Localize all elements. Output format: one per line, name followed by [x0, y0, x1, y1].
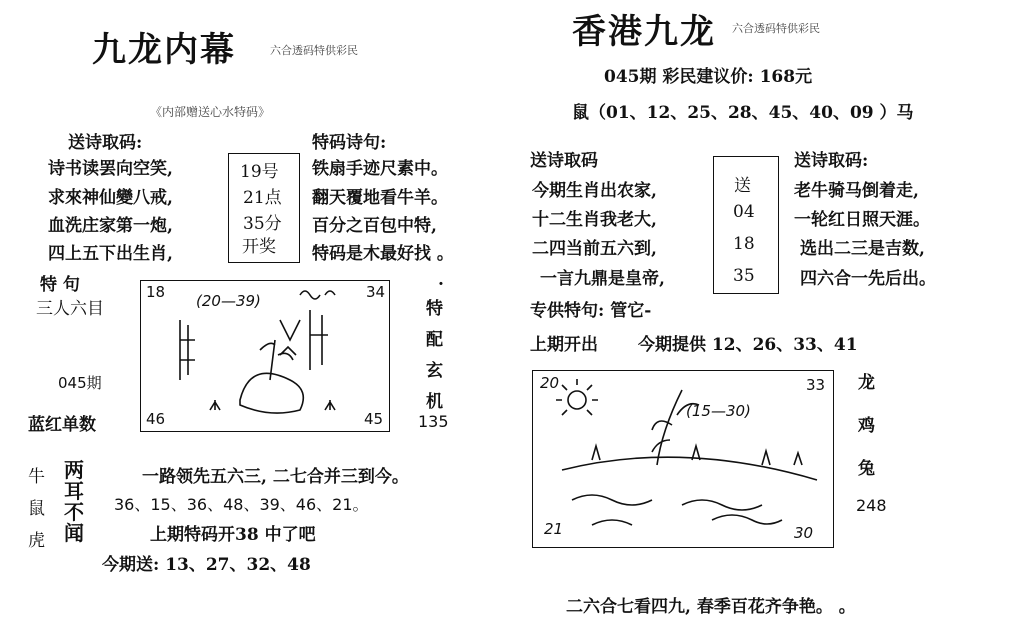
box-number: 35 — [733, 266, 755, 286]
tejue-label: 特 句 — [40, 275, 80, 295]
side-char: 机 — [426, 392, 443, 412]
left-title: 九龙内幕 — [92, 30, 236, 70]
zodiac-char: 鼠 — [28, 499, 45, 519]
draw-time-line: 35分 — [243, 214, 282, 234]
box-number: 18 — [733, 234, 755, 254]
right-poem-line: 特码是木最好找 。 — [312, 244, 454, 264]
pic-corner-tl: 18 — [146, 283, 166, 301]
right-poem-line: 今期生肖出农家, — [532, 181, 657, 201]
left-side-vertical — [426, 294, 443, 412]
left-note: 《内部赠送心水特码》 — [150, 105, 271, 119]
left-poem-head: 送诗取码: — [68, 133, 143, 153]
right-poem-line: 选出二三是吉数, — [800, 239, 925, 259]
left-poem-line: 四上五下出生肖, — [48, 244, 173, 264]
draw-time-line: 21点 — [243, 188, 282, 208]
left-poem-line: 诗书读罢向空笑, — [48, 159, 173, 179]
left-line-1: 一路领先五六三, 二七合并三到今。 — [142, 467, 409, 487]
left-issue: 045期 — [58, 374, 102, 392]
side-char: 配 — [426, 330, 443, 350]
special-phrase: 专供特句: 管它- — [530, 301, 652, 321]
issue-price: 045期 彩民建议价: 168元 — [604, 67, 813, 87]
zodiac-char: 虎 — [28, 531, 45, 551]
right-poem-head-left: 送诗取码 — [530, 151, 598, 171]
last-draw-label: 上期开出 — [530, 335, 598, 355]
pic-range: (15—30) — [686, 402, 751, 420]
big-char: 两 — [64, 458, 84, 482]
tejue-text: 三人六目 — [36, 299, 104, 319]
side-char: 特 — [426, 299, 443, 319]
pic-corner-br: 45 — [364, 410, 384, 428]
right-poem-line: 四六合一先后出。 — [800, 269, 936, 289]
pic-range: (20—39) — [196, 292, 261, 310]
right-bottom-line: 二六合七看四九, 春季百花齐争艳。 。 — [566, 597, 856, 617]
left-dot: . — [438, 270, 444, 290]
zodiac-line: 鼠（01、12、25、28、45、40、09 ）马 — [572, 103, 914, 123]
right-poem-line: 一言九鼎是皇帝, — [540, 269, 665, 289]
left-line-2: 36、15、36、48、39、46、21。 — [114, 495, 369, 514]
pic-corner-tr: 34 — [366, 283, 386, 301]
left-poem-line: 求來神仙變八戒, — [48, 188, 173, 208]
right-subtitle: 六合透码特供彩民 — [732, 22, 820, 35]
right-side-animals — [858, 368, 875, 479]
right-title: 香港九龙 — [572, 12, 716, 52]
right-poem-head: 特码诗句: — [312, 133, 387, 153]
right-poem-line: 翻天覆地看牛羊。 — [312, 188, 448, 208]
side-char: 玄 — [426, 361, 443, 381]
big-char: 耳 — [64, 479, 84, 503]
left-line-3: 上期特码开38 中了吧 — [150, 525, 316, 545]
pic-corner-br: 30 — [794, 524, 814, 542]
pic-corner-bl: 46 — [146, 410, 166, 428]
right-poem-line: 百分之百包中特, — [312, 216, 437, 236]
zodiac-column — [28, 462, 45, 551]
draw-time-line: 开奖 — [242, 237, 276, 257]
right-poem-line: 十二生肖我老大, — [532, 210, 657, 230]
big-vertical — [64, 460, 84, 544]
animal-char: 鸡 — [858, 416, 875, 436]
left-sketch-drawing — [140, 280, 388, 430]
right-sketch-drawing — [532, 370, 832, 546]
draw-time-line: 19号 — [240, 162, 279, 182]
big-char: 闻 — [64, 521, 84, 545]
left-side-number: 135 — [418, 412, 449, 431]
right-poem-head-right: 送诗取码: — [794, 151, 869, 171]
left-line-4: 今期送: 13、27、32、48 — [102, 555, 311, 575]
right-poem-line: 铁扇手迹尺素中。 — [312, 159, 448, 179]
animal-char: 龙 — [858, 373, 875, 393]
pic-corner-tl: 20 — [540, 374, 560, 392]
pic-corner-tr: 33 — [806, 376, 826, 394]
provide-line: 今期提供 12、26、33、41 — [638, 335, 858, 355]
zodiac-char: 牛 — [28, 467, 45, 487]
right-side-number: 248 — [856, 496, 887, 515]
big-char: 不 — [64, 500, 84, 524]
right-poem-line: 老牛骑马倒着走, — [794, 181, 919, 201]
box-number: 04 — [733, 202, 755, 222]
left-poem-line: 血洗庄家第一炮, — [48, 216, 173, 236]
right-poem-line: 一轮红日照天涯。 — [794, 210, 930, 230]
right-poem-line: 二四当前五六到, — [532, 239, 657, 259]
color-label: 蓝红单数 — [28, 415, 96, 435]
left-subtitle: 六合透码特供彩民 — [270, 44, 358, 57]
box-number: 送 — [734, 176, 751, 196]
pic-corner-bl: 21 — [544, 520, 564, 538]
animal-char: 兔 — [858, 459, 875, 479]
